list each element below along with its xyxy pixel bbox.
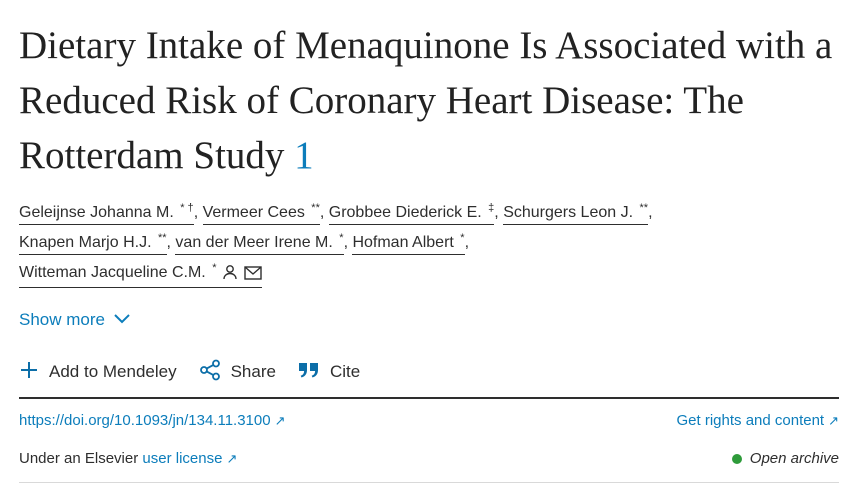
author-separator: , xyxy=(494,204,504,221)
show-more-button[interactable] xyxy=(19,310,131,330)
chevron-down-icon xyxy=(113,310,131,330)
author-separator: , xyxy=(343,234,353,251)
license-prefix: Under an Elsevier xyxy=(19,450,139,467)
open-archive-label: Open archive xyxy=(749,450,839,467)
cite-label: Cite xyxy=(329,362,361,381)
share-button[interactable] xyxy=(199,359,276,386)
author-separator: , xyxy=(193,204,203,221)
license-info xyxy=(19,450,237,467)
author-link[interactable]: Knapen Marjo H.J. ** xyxy=(19,228,167,255)
add-to-mendeley-button[interactable] xyxy=(19,360,177,385)
open-archive-badge xyxy=(732,450,839,467)
envelope-icon xyxy=(244,266,262,286)
doi-link[interactable] xyxy=(19,412,286,429)
external-link-arrow-icon: ↗ xyxy=(828,413,839,428)
author-link[interactable]: Geleijnse Johanna M. * † xyxy=(19,198,194,225)
article-actions xyxy=(19,358,382,386)
external-link-arrow-icon: ↗ xyxy=(274,413,286,428)
cite-button[interactable] xyxy=(298,361,360,384)
author-separator: , xyxy=(319,204,329,221)
author-link[interactable]: Hofman Albert * xyxy=(352,228,464,255)
author-link[interactable]: Vermeer Cees ** xyxy=(203,198,320,225)
author-link[interactable]: Grobbee Diederick E. ‡ xyxy=(329,198,495,225)
show-more-label: Show more xyxy=(19,310,105,329)
article-title xyxy=(19,18,859,183)
doi-link-text: https://doi.org/10.1093/jn/134.11.3100 xyxy=(19,412,271,429)
article-title-text: Dietary Intake of Menaquinone Is Associated with a Reduced Risk of Coronary Heart Disease: The Rotterdam Study xyxy=(19,24,833,177)
author-link-corresponding[interactable]: Witteman Jacqueline C.M. * xyxy=(19,258,262,288)
author-list xyxy=(19,198,849,288)
quote-icon xyxy=(298,361,320,384)
status-dot-icon xyxy=(732,454,742,464)
author-separator: , xyxy=(166,234,176,251)
bottom-divider xyxy=(19,482,839,483)
share-icon xyxy=(199,359,221,386)
share-label: Share xyxy=(230,362,276,381)
divider xyxy=(19,397,839,399)
title-footnote-link[interactable]: 1 xyxy=(294,134,314,177)
external-link-arrow-icon: ↗ xyxy=(226,451,238,466)
add-to-mendeley-label: Add to Mendeley xyxy=(49,362,177,381)
get-rights-link[interactable] xyxy=(677,412,840,429)
user-license-link[interactable]: user license ↗ xyxy=(142,450,238,467)
author-link[interactable]: Schurgers Leon J. ** xyxy=(503,198,648,225)
person-icon xyxy=(222,264,238,286)
author-link[interactable]: van der Meer Irene M. * xyxy=(175,228,343,255)
author-separator: , xyxy=(648,204,653,221)
get-rights-label: Get rights and content xyxy=(676,412,825,429)
author-separator: , xyxy=(464,234,470,251)
plus-icon xyxy=(19,360,39,385)
